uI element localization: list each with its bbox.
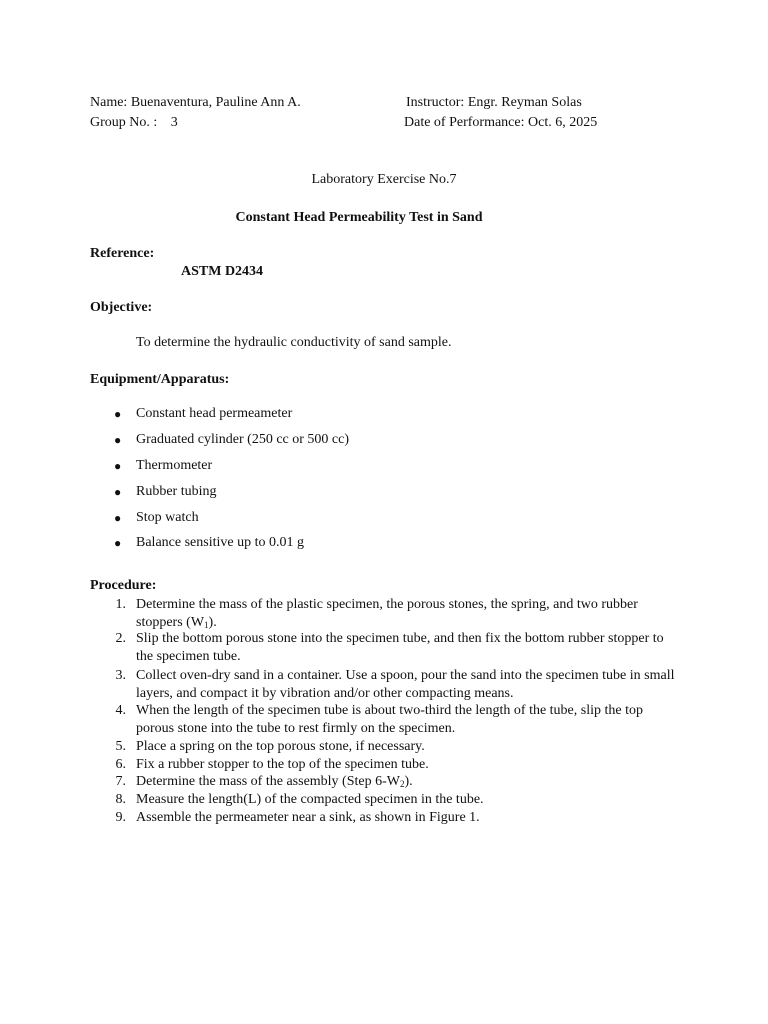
procedure-step-text [136,630,676,665]
objective-heading: Objective: [90,300,153,315]
group-label: Group No. : [90,115,158,130]
group-value: 3 [170,115,178,130]
procedure-step-number: 4. [115,703,126,718]
date-value: Oct. 6, 2025 [528,115,598,130]
reference-heading: Reference: [90,246,155,261]
equipment-item-label: Graduated cylinder (250 cc or 500 cc) [136,432,350,447]
procedure-step-body: Determine the mass of the plastic specimen, the porous stones, the spring, and two rubber stoppers (W [136,597,638,630]
procedure-step-body: Measure the length(L) of the compacted specimen in the tube. [136,792,484,807]
procedure-step-number: 6. [115,757,126,772]
bullet-icon: ● [114,511,122,525]
instructor-value: Engr. Reyman Solas [467,95,582,110]
procedure-step-body: When the length of the specimen tube is about two-third the length of the tube, slip the top porous stone into the tube to rest firmly on the specimen. [136,703,643,736]
lab-exercise-title: Laboratory Exercise No.7 [311,172,457,187]
reference-value: ASTM D2434 [181,264,264,279]
procedure-step-body: Slip the bottom porous stone into the specimen tube, and then fix the bottom rubber stopper to the specimen tube. [136,631,664,664]
procedure-step-text [136,756,676,774]
procedure-step-text [136,667,676,702]
instructor-line [406,94,582,112]
bullet-icon: ● [114,407,122,421]
equipment-item-label: Rubber tubing [136,484,217,499]
name-label: Name: [90,95,128,110]
procedure-step-subscript: 2 [399,779,405,789]
equipment-heading: Equipment/Apparatus: [90,372,230,387]
procedure-step-number: 5. [115,739,126,754]
equipment-item-label: Balance sensitive up to 0.01 g [136,535,304,550]
procedure-step-tail: ). [208,614,217,630]
bullet-icon: ● [114,433,122,447]
procedure-step-text [136,809,676,827]
procedure-step-body: Assemble the permeameter near a sink, as shown in Figure 1. [136,810,480,825]
objective-text: To determine the hydraulic conductivity of sand sample. [136,335,452,350]
procedure-heading: Procedure: [90,578,157,593]
equipment-item-label: Constant head permeameter [136,406,293,421]
procedure-step-number: 9. [115,810,126,825]
procedure-step-body: Place a spring on the top porous stone, if necessary. [136,739,425,754]
date-label: Date of Performance: [404,115,525,130]
procedure-step-number: 8. [115,792,126,807]
procedure-step-number: 3. [115,668,126,683]
procedure-step-number: 2. [115,631,126,646]
bullet-icon: ● [114,485,122,499]
procedure-step-text [136,702,676,737]
procedure-step-subscript: 1 [204,619,209,630]
procedure-step-number: 1. [115,597,126,612]
procedure-step-tail: ). [404,774,413,789]
procedure-step-body: Fix a rubber stopper to the top of the specimen tube. [136,757,429,772]
instructor-label: Instructor: [406,95,465,110]
procedure-step-text [136,791,676,809]
bullet-icon: ● [114,459,122,473]
procedure-step-body: Collect oven-dry sand in a container. Use a spoon, pour the sand into the specimen tube in small layers, and compact it by vibration and/or other compacting means. [136,668,675,701]
procedure-step-text [136,773,676,791]
procedure-step-number: 7. [115,774,126,789]
student-name-line [90,94,301,112]
procedure-step-body: Determine the mass of the assembly (Step 6-W [136,774,400,789]
name-value: Buenaventura, Pauline Ann A. [130,95,301,110]
experiment-title: Constant Head Permeability Test in Sand [235,210,483,225]
equipment-item-label: Thermometer [136,458,213,473]
bullet-icon: ● [114,536,122,550]
procedure-step-text [136,596,676,631]
group-number-line [90,114,178,132]
procedure-step-text [136,738,676,756]
date-of-performance-line [404,114,597,132]
equipment-item-label: Stop watch [136,510,199,525]
